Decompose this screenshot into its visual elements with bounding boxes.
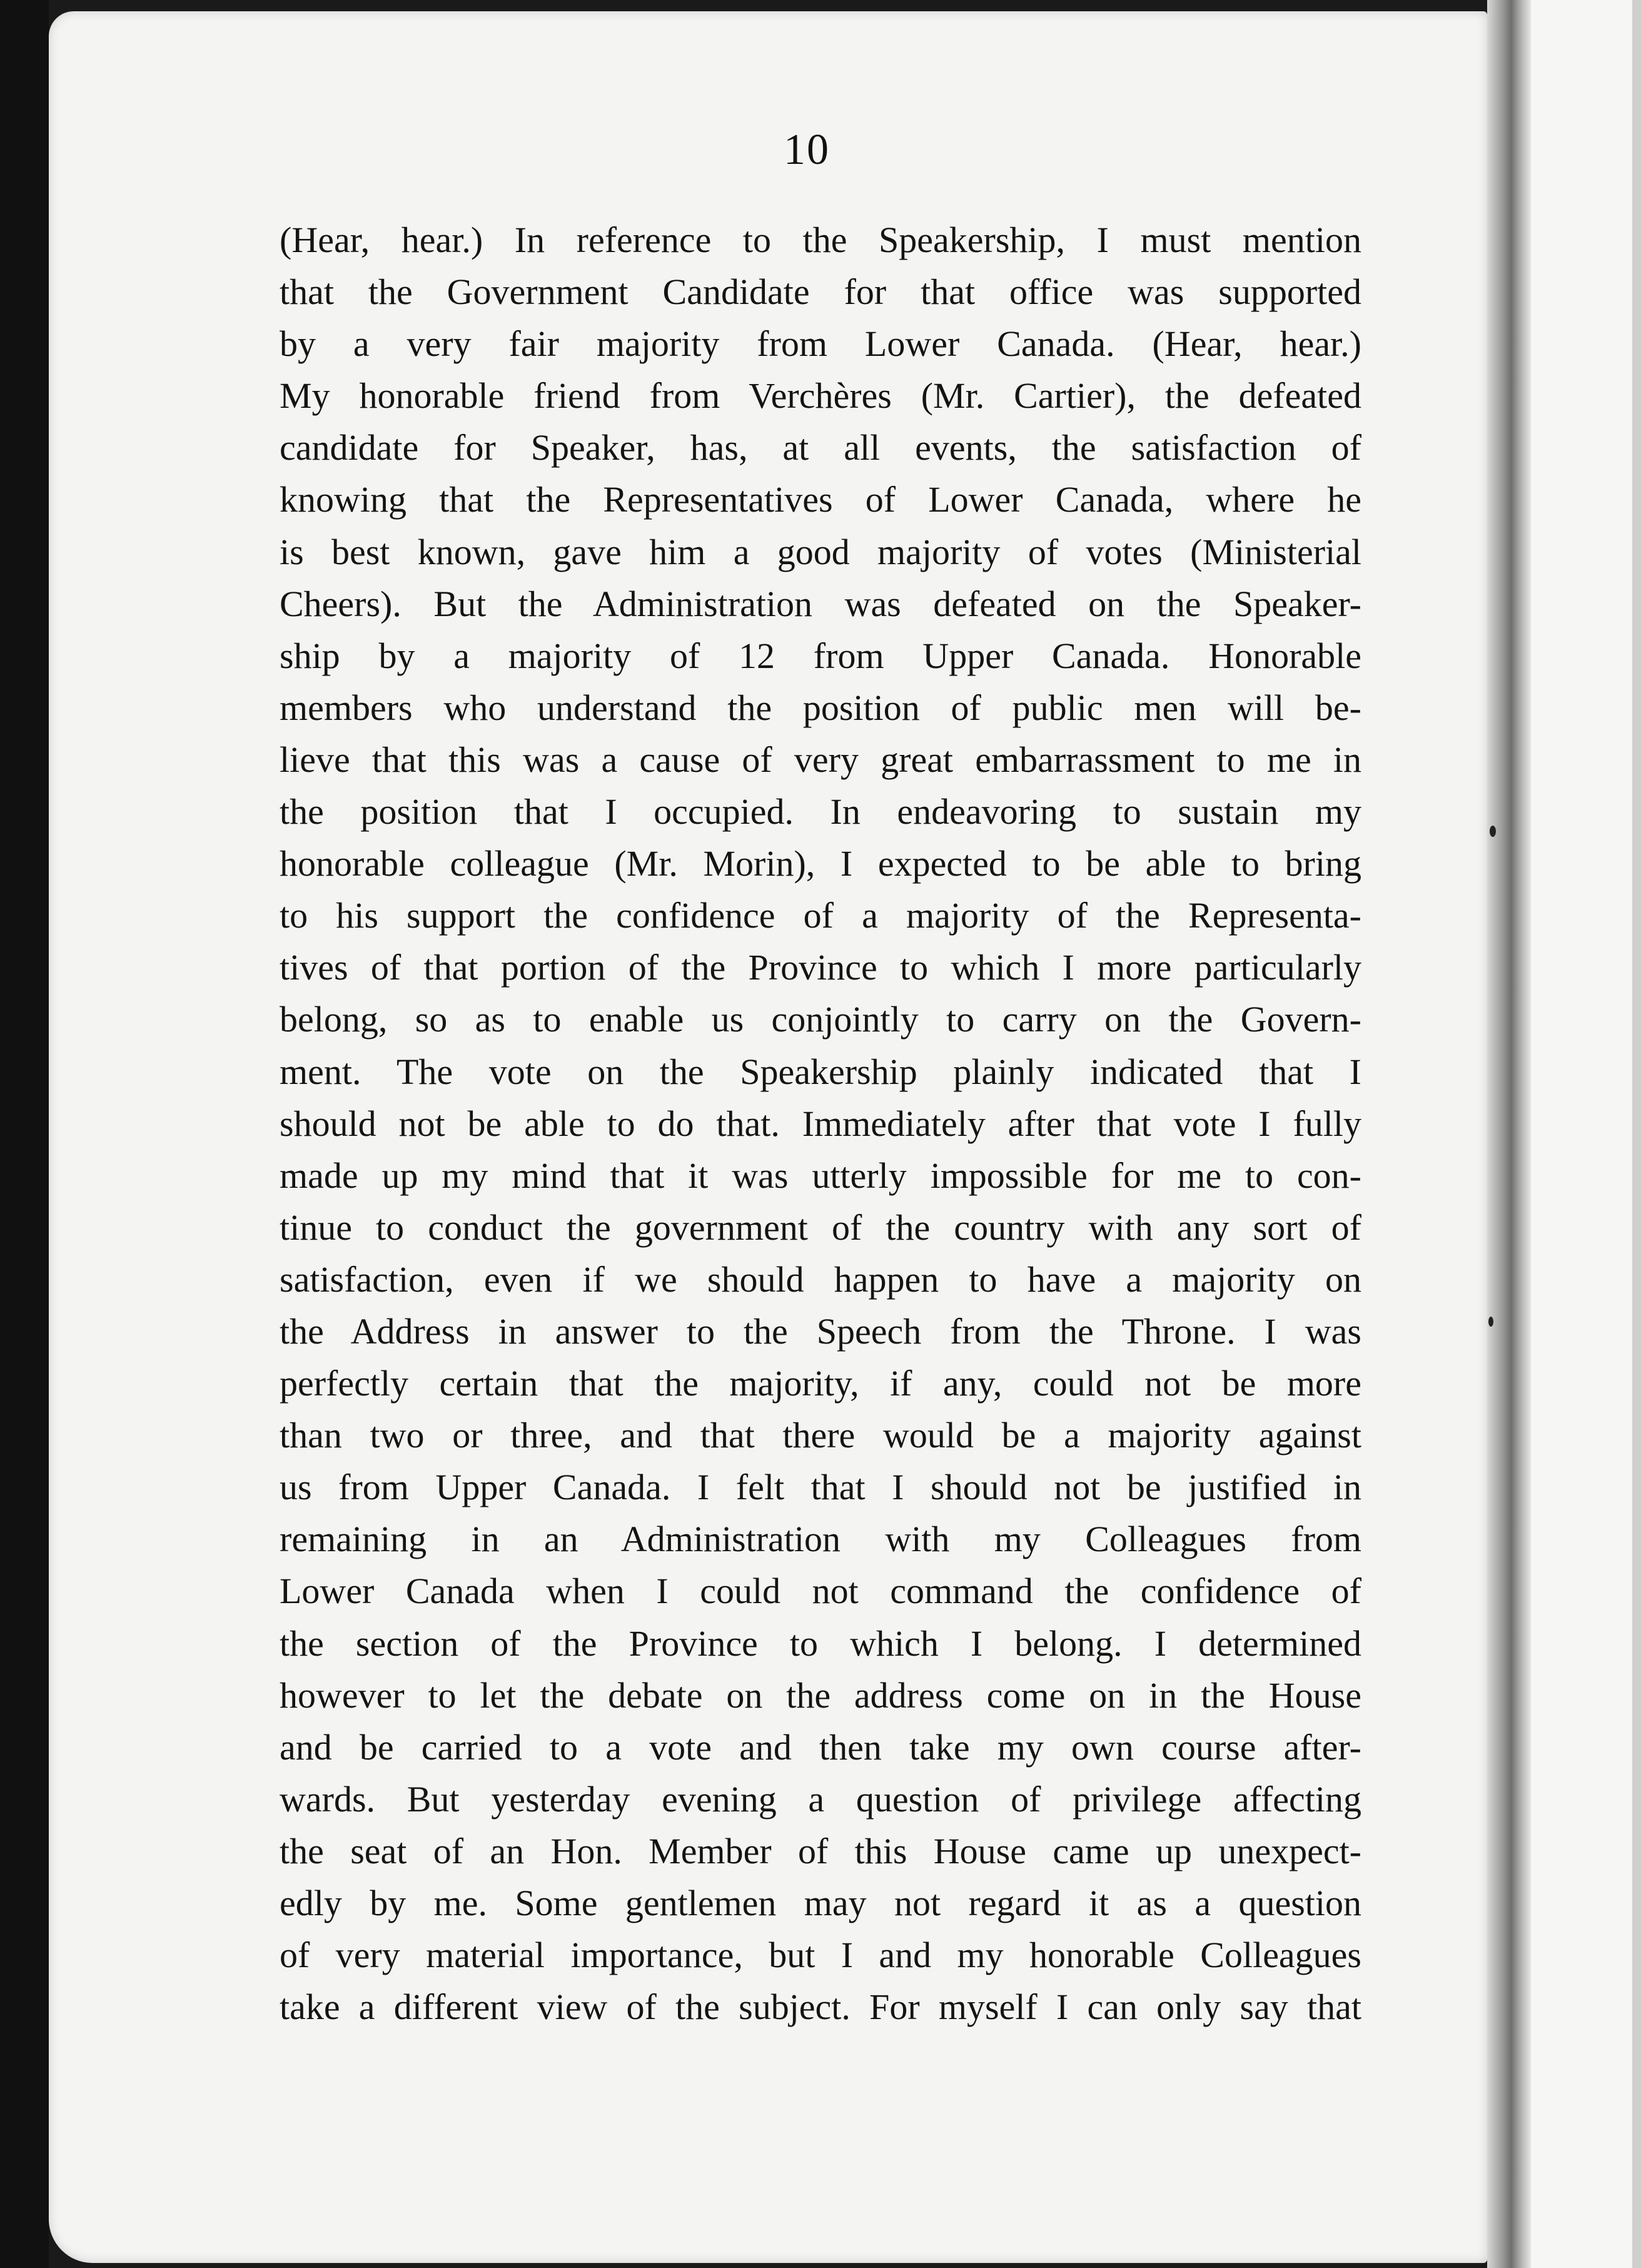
- text-line: by a very fair majority from Lower Canada. (Hear, hear.): [280, 323, 1361, 365]
- text-line: ship by a majority of 12 from Upper Canada. Honorable: [280, 635, 1361, 676]
- text-line: satisfaction, even if we should happen to have a majority on: [280, 1258, 1361, 1300]
- text-line: the seat of an Hon. Member of this House came up unexpect-: [280, 1830, 1361, 1871]
- scan-border: [0, 0, 49, 2268]
- facing-page-edge: [1531, 0, 1641, 2268]
- text-line: take a different view of the subject. For myself I can only say that: [280, 1987, 1361, 2028]
- text-line: (Hear, hear.) In reference to the Speakership, I must mention: [280, 220, 1361, 260]
- text-line: members who understand the position of public men will be-: [280, 687, 1361, 728]
- text-line: candidate for Speaker, has, at all events, the satisfaction of: [280, 427, 1361, 468]
- text-line: the position that I occupied. In endeavoring to sustain my: [280, 791, 1361, 833]
- text-line: that the Government Candidate for that office was supported: [280, 271, 1361, 313]
- text-line: belong, so as to enable us conjointly to carry on the Govern-: [280, 999, 1361, 1040]
- text-line: My honorable friend from Verchères (Mr. Cartier), the defeated: [280, 375, 1361, 417]
- text-line: us from Upper Canada. I felt that I should not be justified in: [280, 1467, 1361, 1508]
- facing-page-border: [1632, 0, 1641, 2268]
- text-line: to his support the confidence of a majority of the Representa-: [280, 895, 1361, 936]
- text-line: remaining in an Administration with my Colleagues from: [280, 1519, 1361, 1560]
- text-line: tinue to conduct the government of the country with any sort of: [280, 1207, 1361, 1248]
- text-line: and be carried to a vote and then take my own course after-: [280, 1726, 1361, 1768]
- text-line: than two or three, and that there would be a majority against: [280, 1415, 1361, 1456]
- text-line: tives of that portion of the Province to which I more particularly: [280, 947, 1361, 988]
- text-line: knowing that the Representatives of Lower Canada, where he: [280, 479, 1361, 520]
- text-line: however to let the debate on the address come on in the House: [280, 1674, 1361, 1716]
- page-number: 10: [784, 126, 830, 174]
- text-line: made up my mind that it was utterly impossible for me to con-: [280, 1155, 1361, 1196]
- text-line: edly by me. Some gentlemen may not regard it as a question: [280, 1883, 1361, 1923]
- text-line: perfectly certain that the majority, if any, could not be more: [280, 1363, 1361, 1404]
- text-line: wards. But yesterday evening a question of privilege affecting: [280, 1778, 1361, 1820]
- page-gutter: [1487, 0, 1531, 2268]
- text-line: the Address in answer to the Speech from the Throne. I was: [280, 1310, 1361, 1352]
- text-line: of very material importance, but I and my honorable Colleagues: [280, 1935, 1361, 1976]
- text-line: lieve that this was a cause of very great embarrassment to me in: [280, 739, 1361, 780]
- text-line: ment. The vote on the Speakership plainly indicated that I: [280, 1051, 1361, 1092]
- ink-speck: [1488, 1317, 1493, 1327]
- text-line: honorable colleague (Mr. Morin), I expected to be able to bring: [280, 843, 1361, 884]
- body-text: [280, 214, 1361, 2033]
- text-line: Lower Canada when I could not command the confidence of: [280, 1571, 1361, 1612]
- ink-speck: [1490, 826, 1496, 837]
- text-line: the section of the Province to which I belong. I determined: [280, 1623, 1361, 1664]
- text-line: should not be able to do that. Immediately after that vote I fully: [280, 1103, 1361, 1144]
- text-line: Cheers). But the Administration was defeated on the Speaker-: [280, 583, 1361, 624]
- text-line: is best known, gave him a good majority of votes (Ministerial: [280, 531, 1361, 572]
